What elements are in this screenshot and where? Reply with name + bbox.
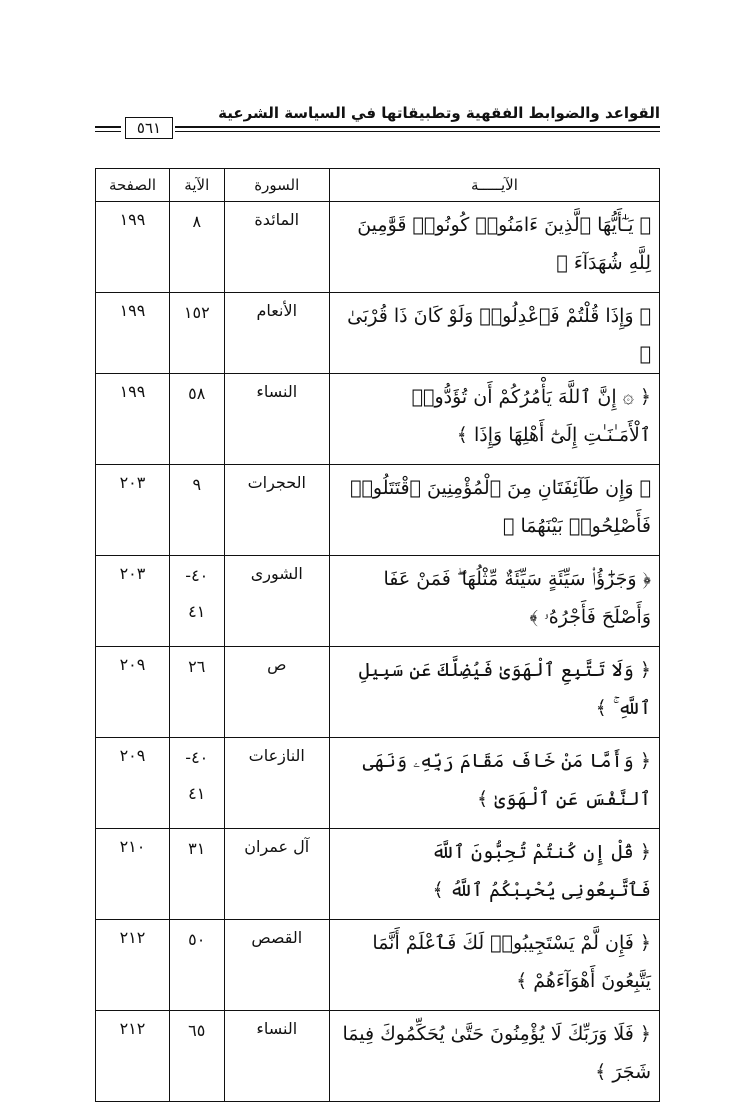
verse-text: ﴿ وَلَا تَتَّبِعِ ٱلْهَوَىٰ فَيُضِلَّكَ عَن سَبِيلِ ٱللَّهِ ۚ ﴾	[329, 647, 659, 738]
header-rule	[175, 126, 660, 132]
verse-text: ﴿ فَإِن لَّمْ يَسْتَجِيبُوا۟ لَكَ فَٱعْلَمْ أَنَّمَا يَتَّبِعُونَ أَهْوَآءَهُمْ ﴾	[329, 920, 659, 1011]
ayah-range	[169, 738, 224, 829]
ayah-number: ٥٠	[169, 920, 224, 1011]
ayah-range-end: ٤١	[188, 784, 206, 803]
ayah-range-start: ٤٠-	[185, 566, 209, 585]
page-number: ٥٦١	[125, 117, 173, 139]
surah-name: النازعات	[224, 738, 329, 829]
ayah-number: ٢٦	[169, 647, 224, 738]
verse-text: ﴿ يَـٰٓأَيُّهَا ٱلَّذِينَ ءَامَنُوا۟ كُونُوا۟ قَوَّٰمِينَ لِلَّهِ شُهَدَآءَ ﴾	[329, 202, 659, 293]
table-header-row	[96, 169, 660, 202]
page-ref: ١٩٩	[96, 374, 170, 465]
page-ref: ٢٠٣	[96, 556, 170, 647]
verse-text: ﴿ قُلْ إِن كُنتُمْ تُحِبُّونَ ٱللَّهَ فَٱتَّبِعُونِى يُحْبِبْكُمُ ٱللَّهُ ﴾	[329, 829, 659, 920]
page-ref: ٢٠٩	[96, 647, 170, 738]
column-header-ayah: الآية	[169, 169, 224, 202]
table-row	[96, 829, 660, 920]
ayah-range-start: ٤٠-	[185, 748, 209, 767]
page-ref: ٢٠٣	[96, 465, 170, 556]
verses-index-table	[95, 168, 660, 1102]
verse-text: ﴿ وَأَمَّا مَنْ خَافَ مَقَامَ رَبِّهِۦ وَنَهَى ٱلنَّفْسَ عَنِ ٱلْهَوَىٰ ﴾	[329, 738, 659, 829]
surah-name: النساء	[224, 374, 329, 465]
verse-text: ﴿ وَإِذَا قُلْتُمْ فَٱعْدِلُوا۟ وَلَوْ كَانَ ذَا قُرْبَىٰ ﴾	[329, 293, 659, 374]
ayah-number: ٥٨	[169, 374, 224, 465]
header-dash	[95, 126, 121, 132]
table-row	[96, 647, 660, 738]
ayah-number: ٦٥	[169, 1011, 224, 1102]
verse-text: ﴿ وَجَزَٰٓؤُا۟ سَيِّئَةٍ سَيِّئَةٌ مِّثْلُهَا ۖ فَمَنْ عَفَا وَأَصْلَحَ فَأَجْرُهُۥ ﴾	[329, 556, 659, 647]
table-row	[96, 465, 660, 556]
page-ref: ٢١٢	[96, 1011, 170, 1102]
surah-name: ص	[224, 647, 329, 738]
surah-name: النساء	[224, 1011, 329, 1102]
verse-text: ﴿ فَلَا وَرَبِّكَ لَا يُؤْمِنُونَ حَتَّىٰ يُحَكِّمُوكَ فِيمَا شَجَرَ ﴾	[329, 1011, 659, 1102]
page-ref: ٢١٠	[96, 829, 170, 920]
ayah-range-end: ٤١	[188, 602, 206, 621]
surah-name: المائدة	[224, 202, 329, 293]
table-row	[96, 1011, 660, 1102]
table-row	[96, 738, 660, 829]
column-header-surah: السورة	[224, 169, 329, 202]
surah-name: آل عمران	[224, 829, 329, 920]
ayah-number: ٩	[169, 465, 224, 556]
page-ref: ١٩٩	[96, 202, 170, 293]
column-header-page: الصفحة	[96, 169, 170, 202]
ayah-number: ٣١	[169, 829, 224, 920]
surah-name: القصص	[224, 920, 329, 1011]
table-row	[96, 202, 660, 293]
surah-name: الأنعام	[224, 293, 329, 374]
verse-text: ﴿ ۞ إِنَّ ٱللَّهَ يَأْمُرُكُمْ أَن تُؤَدُّوا۟ ٱلْأَمَـٰنَـٰتِ إِلَىٰٓ أَهْلِهَا وَإِذَا ﴾	[329, 374, 659, 465]
surah-name: الحجرات	[224, 465, 329, 556]
book-title: القواعد والضوابط الفقهية وتطبيقاتها في السياسة الشرعية	[218, 104, 660, 122]
page-ref: ٢٠٩	[96, 738, 170, 829]
page-ref: ١٩٩	[96, 293, 170, 374]
table-row	[96, 293, 660, 374]
ayah-number: ١٥٢	[169, 293, 224, 374]
surah-name: الشورى	[224, 556, 329, 647]
page-ref: ٢١٢	[96, 920, 170, 1011]
table-row	[96, 374, 660, 465]
ayah-number: ٨	[169, 202, 224, 293]
running-header	[95, 100, 660, 140]
column-header-verse: الآيـــــة	[329, 169, 659, 202]
verse-text: ﴿ وَإِن طَآئِفَتَانِ مِنَ ٱلْمُؤْمِنِينَ ٱقْتَتَلُوا۟ فَأَصْلِحُوا۟ بَيْنَهُمَا ﴾	[329, 465, 659, 556]
table-row	[96, 920, 660, 1011]
table-row	[96, 556, 660, 647]
ayah-range	[169, 556, 224, 647]
